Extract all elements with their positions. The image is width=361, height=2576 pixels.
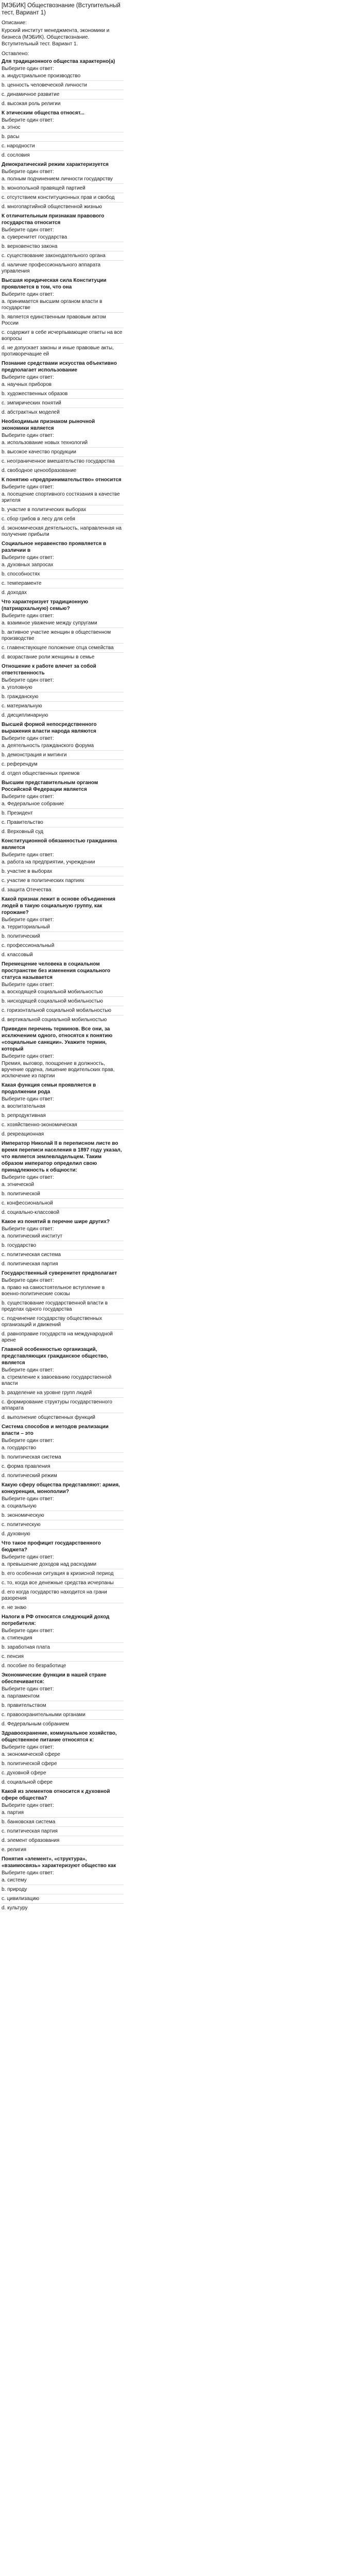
question-text: Социальное неравенство проявляется в различии в: [2, 541, 107, 553]
answer-option[interactable]: c. пенсия: [2, 1652, 124, 1660]
answer-option[interactable]: d. социально-классовой: [2, 1208, 124, 1216]
question-block: [2, 277, 124, 358]
answer-option[interactable]: d. сословия: [2, 150, 124, 159]
answer-option[interactable]: b. гражданскую: [2, 692, 124, 700]
question-block: [2, 663, 124, 719]
answer-option[interactable]: d. Федеральным собранием: [2, 1719, 124, 1727]
answer-option[interactable]: c. динамичное развитие: [2, 90, 124, 98]
answer-option[interactable]: b. демонстрация и митинги: [2, 750, 124, 758]
question-block: [2, 1026, 124, 1079]
question-block: [2, 360, 124, 416]
answer-option[interactable]: b. существование государственной власти в пределах одного государства: [2, 1298, 124, 1313]
attempts-label: Оставлено:: [2, 51, 29, 57]
question-block: [2, 477, 124, 538]
question-prompt: Выберите один ответ:: [2, 852, 54, 858]
question-prompt: Выберите один ответ:: [2, 982, 54, 988]
question-text: Какую сферу общества представляют: армия, конкуренция, монополии?: [2, 1482, 120, 1495]
answer-option[interactable]: c. сбор грибов в лесу для себя: [2, 514, 124, 522]
question-text: Что такое профицит государственного бюджета?: [2, 1540, 101, 1553]
answer-option[interactable]: b. государство: [2, 1241, 124, 1249]
answer-option[interactable]: d. высокая роль религии: [2, 99, 124, 107]
answer-option[interactable]: а. полным подчинением личности государству: [2, 176, 113, 182]
question-block: [2, 721, 124, 777]
answer-option[interactable]: а. социальную: [2, 1503, 37, 1509]
question-block: [2, 1856, 124, 1911]
answer-option[interactable]: а. восходящей социальной мобильностью: [2, 989, 103, 995]
answer-option[interactable]: d. наличие профессионального аппарата управления: [2, 260, 124, 275]
answer-option[interactable]: b. является единственным правовым актом России: [2, 312, 124, 327]
question-block: [2, 838, 124, 893]
answer-option[interactable]: b. Президент: [2, 808, 124, 817]
answer-option[interactable]: c. конфессиональной: [2, 1198, 124, 1207]
answer-option[interactable]: b. нисходящей социальной мобильностью: [2, 996, 124, 1005]
question-text: Какой из элементов относится к духовной сфере общества?: [2, 1789, 110, 1801]
question-text: Для традиционного общества характерно(а): [2, 59, 115, 64]
question-block: [2, 896, 124, 958]
answer-option[interactable]: e. не знаю: [2, 1603, 124, 1611]
answer-option[interactable]: d. рекреационная: [2, 1129, 124, 1138]
answer-option[interactable]: c. участие в политических партиях: [2, 876, 124, 884]
question-block: [2, 58, 124, 107]
question-prompt: Выберите один ответ:: [2, 1226, 54, 1232]
answer-option[interactable]: b. экономическую: [2, 1511, 124, 1519]
answer-option[interactable]: d. защита Отечества: [2, 885, 124, 893]
question-block: [2, 1614, 124, 1669]
page-title: [МЭБИК] Обществознание (Вступительный тест, Вариант 1): [2, 3, 121, 16]
answer-option[interactable]: c. содержит в себе исчерпывающие ответы на все вопросы: [2, 328, 124, 342]
answer-option[interactable]: d. экономическая деятельность, направленная на получение прибыли: [2, 523, 124, 538]
question-text: Познание средствами искусства объективно предполагает использование: [2, 361, 117, 373]
answer-option[interactable]: b. политической: [2, 1189, 124, 1197]
answer-option[interactable]: b. политическая система: [2, 1452, 124, 1461]
answer-option[interactable]: а. территориальный: [2, 924, 50, 930]
answer-option[interactable]: c. цивилизацию: [2, 1894, 124, 1902]
answer-option[interactable]: d. дисциплинарную: [2, 710, 124, 719]
question-text: Государственный суверенитет предполагает: [2, 1270, 117, 1276]
answer-option[interactable]: c. отсутствием конституционных прав и свобод: [2, 193, 124, 201]
question-text: Какое из понятий в перечне шире других?: [2, 1219, 110, 1225]
answer-option[interactable]: а. этнической: [2, 1182, 35, 1188]
question-text: Высшая юридическая сила Конституции проявляется в том, что она: [2, 278, 107, 290]
question-prompt: Выберите один ответ:: [2, 1054, 54, 1059]
questions-list: [2, 58, 124, 1911]
question-text: Отношение к работе влечет за собой ответственность: [2, 664, 96, 676]
answer-option[interactable]: c. неограниченное вмешательство государства: [2, 456, 124, 465]
question-prompt: Выберите один ответ:: [2, 1554, 54, 1560]
question-text: Необходимым признаком рыночной экономики является: [2, 419, 95, 431]
answer-option[interactable]: c. референдум: [2, 759, 124, 768]
question-prompt: Выберите один ответ:: [2, 433, 54, 438]
answer-option[interactable]: c. подчинение государству общественных организаций и движений: [2, 1314, 124, 1328]
question-text: Система способов и методов реализации власти – это: [2, 1424, 109, 1436]
question-prompt: Выберите один ответ:: [2, 917, 54, 923]
answer-option[interactable]: b. разделение на уровне групп людей: [2, 1388, 124, 1396]
question-prompt: Выберите один ответ:: [2, 227, 54, 233]
question-prompt: Выберите один ответ:: [2, 484, 54, 490]
answer-option[interactable]: b. заработная плата: [2, 1642, 124, 1651]
answer-option[interactable]: а. политический институт: [2, 1233, 63, 1239]
question-prompt: Выберите один ответ:: [2, 794, 54, 800]
answer-option[interactable]: Премия, выговор, поощрение в должность, вручение ордена, лишение водительских прав, исключение из партии: [2, 1061, 115, 1079]
answer-option[interactable]: c. политическую: [2, 1520, 124, 1528]
question-prompt: Выберите один ответ:: [2, 1870, 54, 1876]
question-prompt: Выберите один ответ:: [2, 1744, 54, 1750]
test-description: Курский институт менеджмента, экономики и бизнеса (МЭБИК). Обществознание. Вступительный тест. Вариант 1.: [2, 28, 110, 47]
answer-option[interactable]: c. форма правления: [2, 1462, 124, 1470]
answer-option[interactable]: а. научных приборов: [2, 382, 52, 387]
answer-option[interactable]: а. духовных запросах: [2, 562, 54, 568]
question-prompt: Выберите один ответ:: [2, 736, 54, 741]
answer-option[interactable]: b. правительством: [2, 1701, 124, 1709]
answer-option[interactable]: d. политическая партия: [2, 1259, 124, 1267]
question-text: Понятия «элемент», «структура», «взаимосвязь» характеризуют общество как: [2, 1856, 116, 1869]
answer-option[interactable]: d. элемент образования: [2, 1836, 124, 1844]
answer-option[interactable]: а. работа на предприятии, учреждении: [2, 859, 95, 865]
question-block: [2, 599, 124, 660]
answer-option[interactable]: c. горизонтальной социальной мобильностью: [2, 1006, 124, 1014]
answer-option[interactable]: а. превышение доходов над расходами: [2, 1562, 97, 1567]
answer-option[interactable]: а. систему: [2, 1877, 27, 1883]
answer-option[interactable]: d. духовную: [2, 1529, 124, 1537]
answer-option[interactable]: d. свободное ценообразование: [2, 466, 124, 474]
answer-option[interactable]: b. активное участие женщин в общественном производстве: [2, 628, 124, 642]
answer-option[interactable]: c. политическая система: [2, 1250, 124, 1258]
answer-option[interactable]: а. стипендия: [2, 1635, 32, 1641]
question-block: [2, 110, 124, 159]
question-block: [2, 1482, 124, 1537]
question-prompt: Выберите один ответ:: [2, 66, 54, 72]
answer-option[interactable]: e. религия: [2, 1845, 124, 1853]
description-label: Описание:: [2, 20, 27, 26]
question-text: Конституционной обязанностью гражданина является: [2, 838, 117, 851]
answer-option[interactable]: b. художественных образов: [2, 389, 124, 397]
answer-option[interactable]: а. суверенитет государства: [2, 234, 67, 240]
answer-option[interactable]: b. ценность человеческой личности: [2, 80, 124, 89]
question-block: [2, 161, 124, 210]
answer-option[interactable]: c. существование законодательного органа: [2, 251, 124, 259]
answer-option[interactable]: d. отдел общественных приемов: [2, 769, 124, 777]
question-text: Высшим представительным органом Российской Федерации является: [2, 780, 98, 792]
answer-option[interactable]: c. то, когда все денежные средства исчерпаны: [2, 1578, 124, 1586]
answer-option[interactable]: c. профессиональный: [2, 941, 124, 949]
answer-option[interactable]: d. культуру: [2, 1903, 124, 1911]
answer-option[interactable]: а. партия: [2, 1810, 24, 1816]
answer-option[interactable]: b. репродуктивная: [2, 1111, 124, 1119]
answer-option[interactable]: c. хозяйственно-экономическая: [2, 1120, 124, 1128]
question-text: Демократический режим характеризуется: [2, 162, 109, 167]
answer-option[interactable]: а. уголовную: [2, 685, 32, 690]
question-block: [2, 1346, 124, 1421]
question-prompt: Выберите один ответ:: [2, 677, 54, 683]
question-text: К понятию «предпринимательство» относится: [2, 477, 122, 483]
question-text: Какой признак лежит в основе объединения людей в такую социальную группу, как горожане?: [2, 896, 116, 916]
question-block: [2, 1540, 124, 1611]
answer-option[interactable]: d. выполнение общественных функций: [2, 1413, 124, 1421]
question-prompt: Выберите один ответ:: [2, 1803, 54, 1808]
answer-option[interactable]: а. воспитательная: [2, 1104, 45, 1109]
answer-option[interactable]: b. участие в выборах: [2, 867, 124, 875]
question-text: Налоги в РФ относятся следующий доход потребителя:: [2, 1614, 110, 1626]
answer-option[interactable]: b. политической сфере: [2, 1759, 124, 1767]
answer-option[interactable]: b. его особенная ситуация в кризисной период: [2, 1569, 124, 1577]
question-text: Приведен перечень терминов. Все они, за исключением одного, относятся к понятию «социальные санкции». Укажите термин, который: [2, 1026, 113, 1052]
question-prompt: Выберите один ответ:: [2, 1628, 54, 1634]
question-block: [2, 213, 124, 275]
question-prompt: Выберите один ответ:: [2, 1496, 54, 1502]
answer-option[interactable]: c. формирование структуры государственного аппарата: [2, 1397, 124, 1412]
question-block: [2, 1140, 124, 1216]
answer-option[interactable]: а. деятельность гражданского форума: [2, 743, 94, 749]
answer-option[interactable]: b. банковская система: [2, 1817, 124, 1825]
question-text: Высшей формой непосредственного выражения власти народа являются: [2, 722, 97, 734]
question-prompt: Выберите один ответ:: [2, 375, 54, 380]
answer-option[interactable]: d. равноправие государств на международной арене: [2, 1329, 124, 1344]
question-prompt: Выберите один ответ:: [2, 1367, 54, 1373]
answer-option[interactable]: а. Федеральное собрание: [2, 801, 64, 807]
answer-option[interactable]: а. парламентом: [2, 1693, 40, 1699]
answer-option[interactable]: d. многопартийной общественной жизнью: [2, 202, 124, 210]
question-block: [2, 418, 124, 474]
question-prompt: Выберите один ответ:: [2, 1438, 54, 1444]
answer-option[interactable]: d. Верховный суд: [2, 827, 124, 835]
question-prompt: Выберите один ответ:: [2, 1278, 54, 1283]
answer-option[interactable]: d. не допускает законы и иные правовые акты, противоречащие ей: [2, 343, 124, 358]
answer-option[interactable]: c. эмпирических понятий: [2, 398, 124, 406]
answer-option[interactable]: а. стремление к завоеванию государственной власти: [2, 1375, 112, 1386]
question-prompt: Выберите один ответ:: [2, 555, 54, 561]
answer-option[interactable]: d. политический режим: [2, 1471, 124, 1479]
question-prompt: Выберите один ответ:: [2, 613, 54, 619]
answer-option[interactable]: а. взаимное уважение между супругами: [2, 620, 97, 626]
answer-option[interactable]: c. духовной сфере: [2, 1768, 124, 1776]
answer-option[interactable]: b. монопольной правящей партией: [2, 183, 124, 192]
question-block: [2, 779, 124, 835]
question-prompt: Выберите один ответ:: [2, 1175, 54, 1180]
answer-option[interactable]: c. темпераменте: [2, 579, 124, 587]
answer-option[interactable]: b. участие в политических выборах: [2, 505, 124, 513]
question-block: [2, 540, 124, 596]
answer-option[interactable]: c. главенствующее положение отца семейства: [2, 643, 124, 651]
question-text: Император Николай II в переписном листе во время переписи населения в 1897 году указал, что является землевладельцем. Таким образом император определил свою принадлежность к общности:: [2, 1141, 122, 1173]
answer-option[interactable]: d. классовый: [2, 950, 124, 958]
answer-option[interactable]: b. способностях: [2, 569, 124, 578]
answer-option[interactable]: c. Правительство: [2, 818, 124, 826]
answer-option[interactable]: d. абстрактных моделей: [2, 408, 124, 416]
question-block: [2, 1423, 124, 1479]
answer-option[interactable]: c. материальную: [2, 701, 124, 709]
question-text: К отличительным признакам правового государства относится: [2, 213, 105, 226]
question-text: Что характеризует традиционную (патриархальную) семью?: [2, 599, 89, 612]
question-prompt: Выберите один ответ:: [2, 292, 54, 297]
answer-option[interactable]: а. индустриальное производство: [2, 73, 81, 79]
question-prompt: Выберите один ответ:: [2, 169, 54, 175]
answer-option[interactable]: d. его когда государство находится на грани разорения: [2, 1587, 124, 1602]
answer-option[interactable]: а. посещение спортивного состязания в качестве зрителя: [2, 492, 120, 503]
answer-option[interactable]: d. доходах: [2, 588, 124, 596]
answer-option[interactable]: а. экономической сфере: [2, 1752, 60, 1757]
question-text: К этическим общества относят...: [2, 110, 84, 116]
question-text: Главной особенностью организаций, представляющих гражданское общество, является: [2, 1347, 108, 1366]
answer-option[interactable]: b. природу: [2, 1885, 124, 1893]
question-block: [2, 1730, 124, 1786]
question-text: Какая функция семьи проявляется в продолжении рода: [2, 1082, 96, 1095]
question-block: [2, 1672, 124, 1727]
question-block: [2, 1788, 124, 1853]
question-block: [2, 1082, 124, 1138]
answer-option[interactable]: а. государство: [2, 1445, 37, 1451]
answer-option[interactable]: d. вертикальной социальной мобильностью: [2, 1015, 124, 1023]
question-prompt: Выберите один ответ:: [2, 117, 54, 123]
answer-option[interactable]: c. политическая партия: [2, 1826, 124, 1835]
answer-option[interactable]: b. политический: [2, 931, 124, 940]
answer-option[interactable]: b. высокое качество продукции: [2, 447, 124, 455]
question-text: Перемещение человека в социальном пространстве без изменения социального статуса называется: [2, 961, 111, 980]
answer-option[interactable]: b. верховенство закона: [2, 242, 124, 250]
question-prompt: Выберите один ответ:: [2, 1096, 54, 1102]
answer-option[interactable]: d. возрастание роли женщины в семье: [2, 652, 124, 660]
answer-option[interactable]: d. социальной сфере: [2, 1777, 124, 1786]
question-prompt: Выберите один ответ:: [2, 1686, 54, 1692]
answer-option[interactable]: а. право на самостоятельное вступление в военно-политические союзы: [2, 1285, 105, 1297]
question-block: [2, 1218, 124, 1267]
question-block: [2, 961, 124, 1023]
question-block: [2, 1270, 124, 1344]
answer-option[interactable]: c. народности: [2, 141, 124, 149]
test-page: [0, 0, 124, 1924]
answer-option[interactable]: b. расы: [2, 132, 124, 140]
question-text: Здравоохранение, коммунальное хозяйство, общественное питание относятся к:: [2, 1731, 117, 1743]
answer-option[interactable]: а. использование новых технологий: [2, 440, 88, 446]
answer-option[interactable]: d. пособие по безработице: [2, 1661, 124, 1669]
answer-option[interactable]: c. правоохранительными органами: [2, 1710, 124, 1718]
answer-option[interactable]: а. этнос: [2, 125, 21, 130]
answer-option[interactable]: а. принимается высшим органом власти в государстве: [2, 299, 102, 311]
question-text: Экономические функции в нашей стране обеспечивается:: [2, 1672, 107, 1685]
